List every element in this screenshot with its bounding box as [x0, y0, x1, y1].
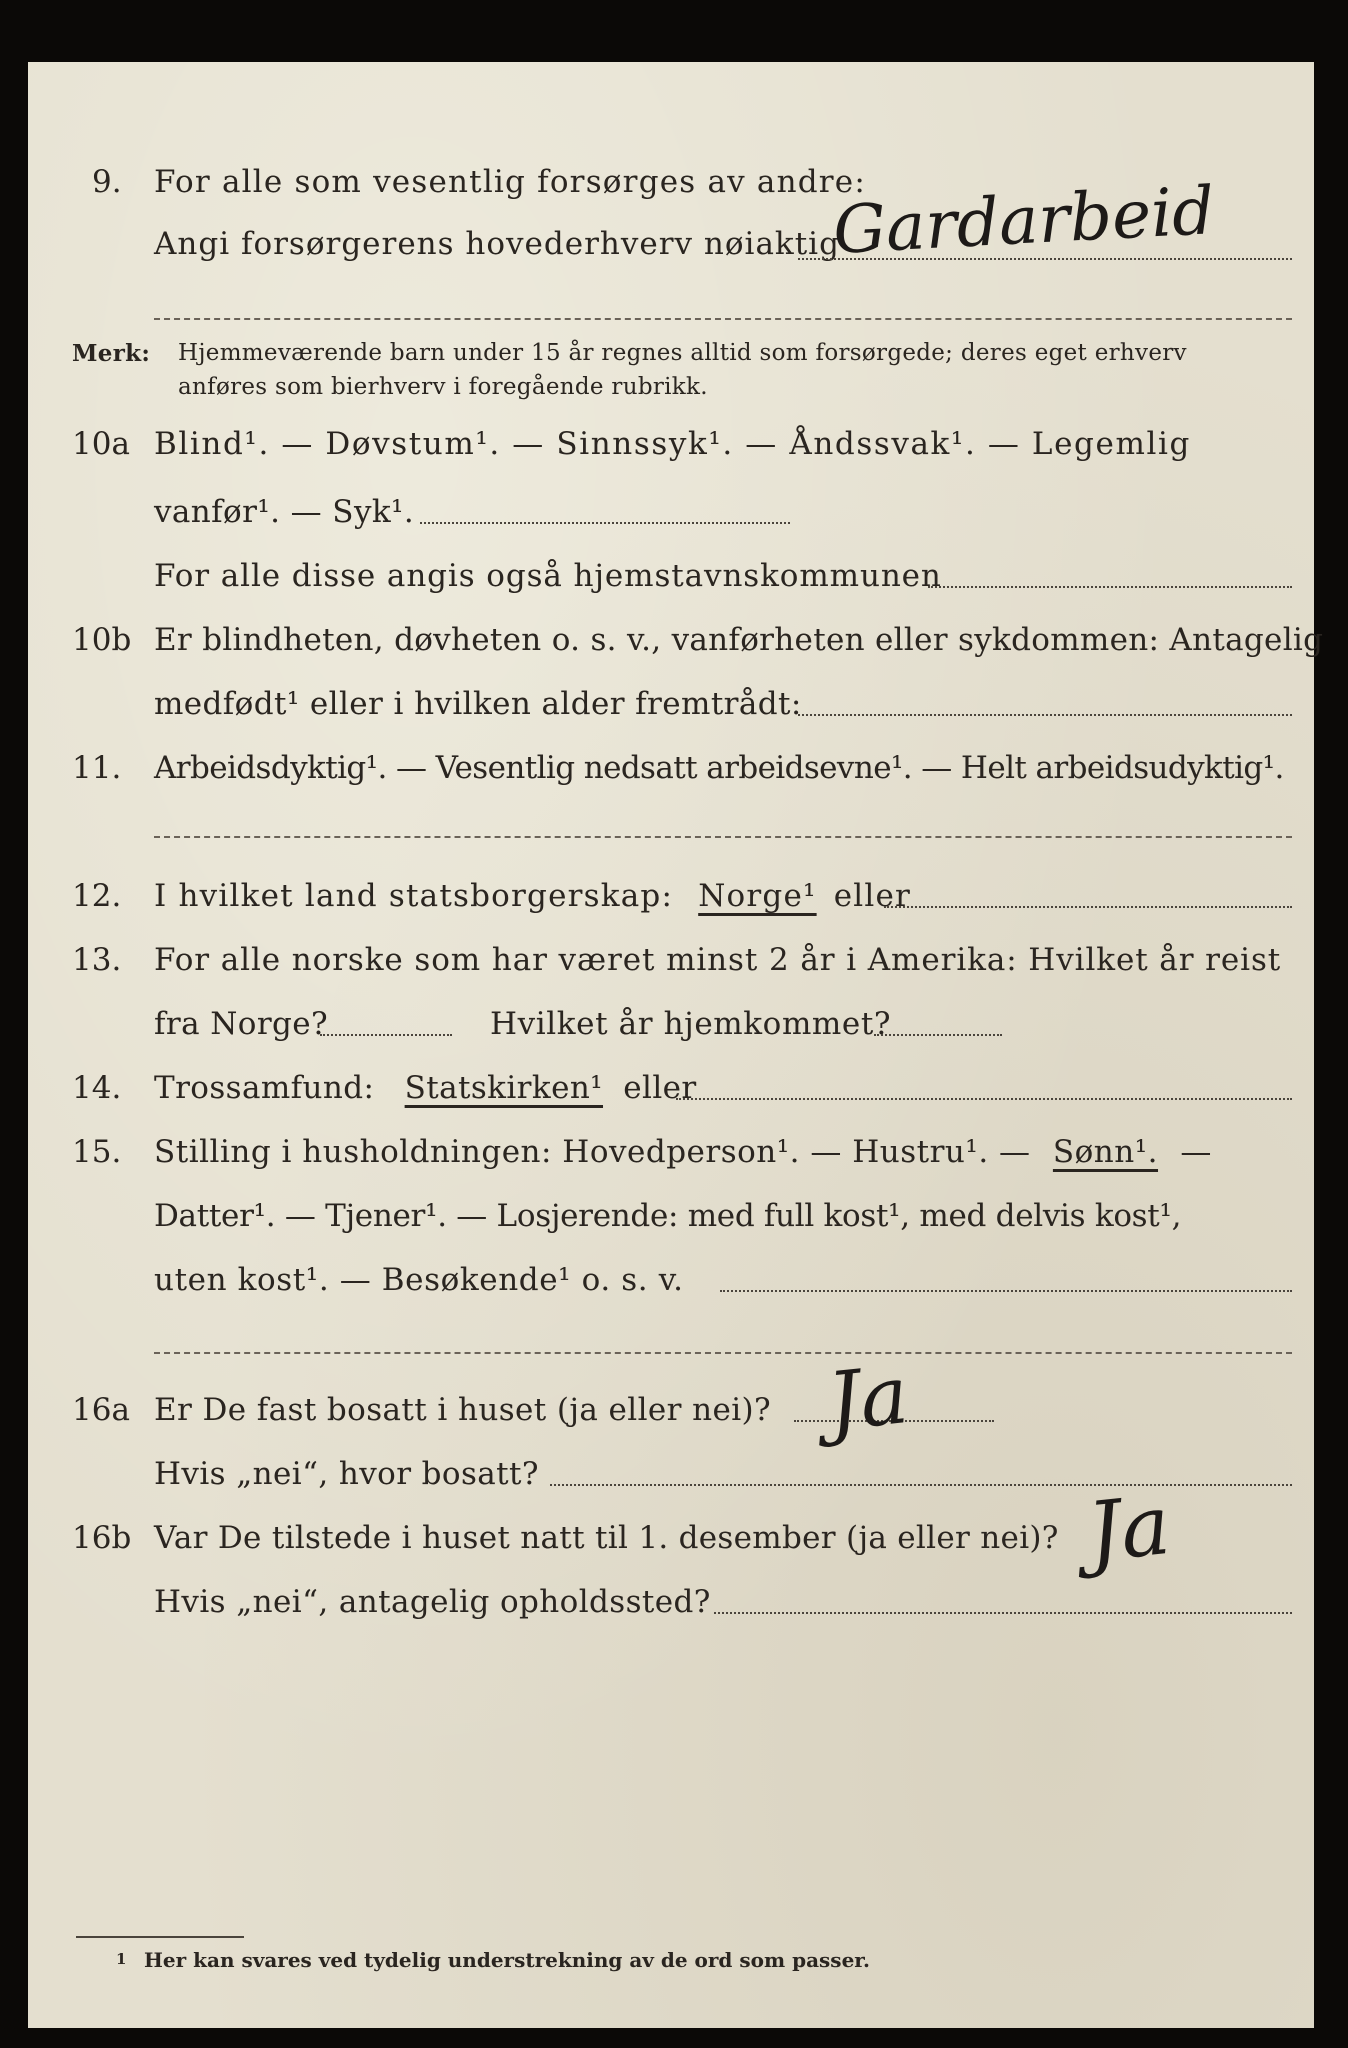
q15-number: 15. — [72, 1134, 122, 1170]
q10a-line3: For alle disse angis også hjemstavnskommunen — [154, 558, 942, 594]
q9-extra-line — [154, 318, 1292, 320]
q15-line1-text: Stilling i husholdningen: Hovedperson¹. — Hustru¹. — — [154, 1134, 1031, 1170]
q10a-number: 10a — [72, 426, 130, 462]
q13-line2a: fra Norge? — [154, 1006, 329, 1042]
q12-other-option: eller — [833, 878, 912, 914]
q9-handwritten-answer: Gardarbeid — [831, 172, 1217, 269]
q15-line1 — [154, 1134, 1212, 1170]
q16b-handwritten-answer: Ja — [1083, 1477, 1175, 1582]
q14-number: 14. — [72, 1070, 122, 1106]
q16b-number: 16b — [72, 1520, 132, 1556]
census-form-page — [28, 62, 1324, 2028]
q13-line2b: Hvilket år hjemkommet? — [490, 1006, 892, 1042]
q14-question: Trossamfund: — [154, 1070, 375, 1106]
q13-hjemkommet-answer-line — [874, 1034, 1002, 1036]
q16b-line2: Hvis „nei“, antagelig opholdssted? — [154, 1584, 711, 1620]
q16a-line1: Er De fast bosatt i huset (ja eller nei)? — [154, 1392, 772, 1428]
q10b-number: 10b — [72, 622, 132, 658]
q16a-line2: Hvis „nei“, hvor bosatt? — [154, 1456, 539, 1492]
q11-answer-line — [154, 836, 1292, 838]
q10a-line1: Blind¹. — Døvstum¹. — Sinnssyk¹. — Åndssvak¹. — Legemlig — [154, 426, 1191, 462]
q16b-line1: Var De tilstede i huset natt til 1. desember (ja eller nei)? — [154, 1520, 1059, 1556]
q15-line3: uten kost¹. — Besøkende¹ o. s. v. — [154, 1262, 684, 1298]
q12-answer-line — [884, 906, 1292, 908]
q9-number: 9. — [92, 164, 122, 200]
q12-line — [154, 878, 911, 914]
q14-answer-line — [676, 1098, 1292, 1100]
q11-number: 11. — [72, 750, 122, 786]
q15-marked-option: Sønn¹. — [1052, 1134, 1159, 1170]
q12-question: I hvilket land statsborgerskap: — [154, 878, 674, 914]
footnote-rule — [76, 1936, 244, 1938]
q16b-answer-line — [714, 1612, 1292, 1614]
q15-line1-dash: — — [1180, 1134, 1212, 1170]
footnote-mark: 1 — [116, 1950, 127, 1968]
q15-line2: Datter¹. — Tjener¹. — Losjerende: med full kost¹, med delvis kost¹, — [154, 1198, 1182, 1234]
q14-line — [154, 1070, 697, 1106]
q10a-line2-answer-line — [420, 522, 790, 524]
q14-other-option: eller — [623, 1070, 697, 1106]
q10a-line3-answer-line — [928, 586, 1292, 588]
q16a-bosatt-answer-line — [550, 1484, 1292, 1486]
q12-marked-option: Norge¹ — [698, 878, 817, 914]
q16a-number: 16a — [72, 1392, 130, 1428]
q13-reist-answer-line — [320, 1034, 452, 1036]
q9-line2: Angi forsørgerens hovederhverv nøiaktig — [154, 226, 840, 262]
q12-number: 12. — [72, 878, 122, 914]
merk-label: Merk: — [72, 340, 151, 367]
q10b-line2: medfødt¹ eller i hvilken alder fremtrådt: — [154, 686, 802, 722]
q11-line1: Arbeidsdyktig¹. — Vesentlig nedsatt arbeidsevne¹. — Helt arbeidsudyktig¹. — [154, 750, 1284, 786]
q10b-answer-line — [798, 714, 1292, 716]
q10b-line1: Er blindheten, døvheten o. s. v., vanførheten eller sykdommen: Antagelig — [154, 622, 1324, 658]
q16a-handwritten-answer: Ja — [823, 1348, 913, 1449]
q14-marked-option: Statskirken¹ — [404, 1070, 604, 1106]
q9-line1: For alle som vesentlig forsørges av andre: — [154, 164, 866, 200]
q13-line1: For alle norske som har været minst 2 år i Amerika: Hvilket år reist — [154, 942, 1282, 978]
q15-answer-line — [720, 1290, 1292, 1292]
merk-line1: Hjemmeværende barn under 15 år regnes alltid som forsørgede; deres eget erhverv — [178, 340, 1187, 366]
q15-extra-line — [154, 1352, 1292, 1354]
q10a-line2: vanfør¹. — Syk¹. — [154, 494, 415, 530]
merk-line2: anføres som bierhverv i foregående rubrikk. — [178, 374, 708, 400]
footnote-text: Her kan svares ved tydelig understrekning av de ord som passer. — [144, 1948, 870, 1972]
q13-number: 13. — [72, 942, 122, 978]
